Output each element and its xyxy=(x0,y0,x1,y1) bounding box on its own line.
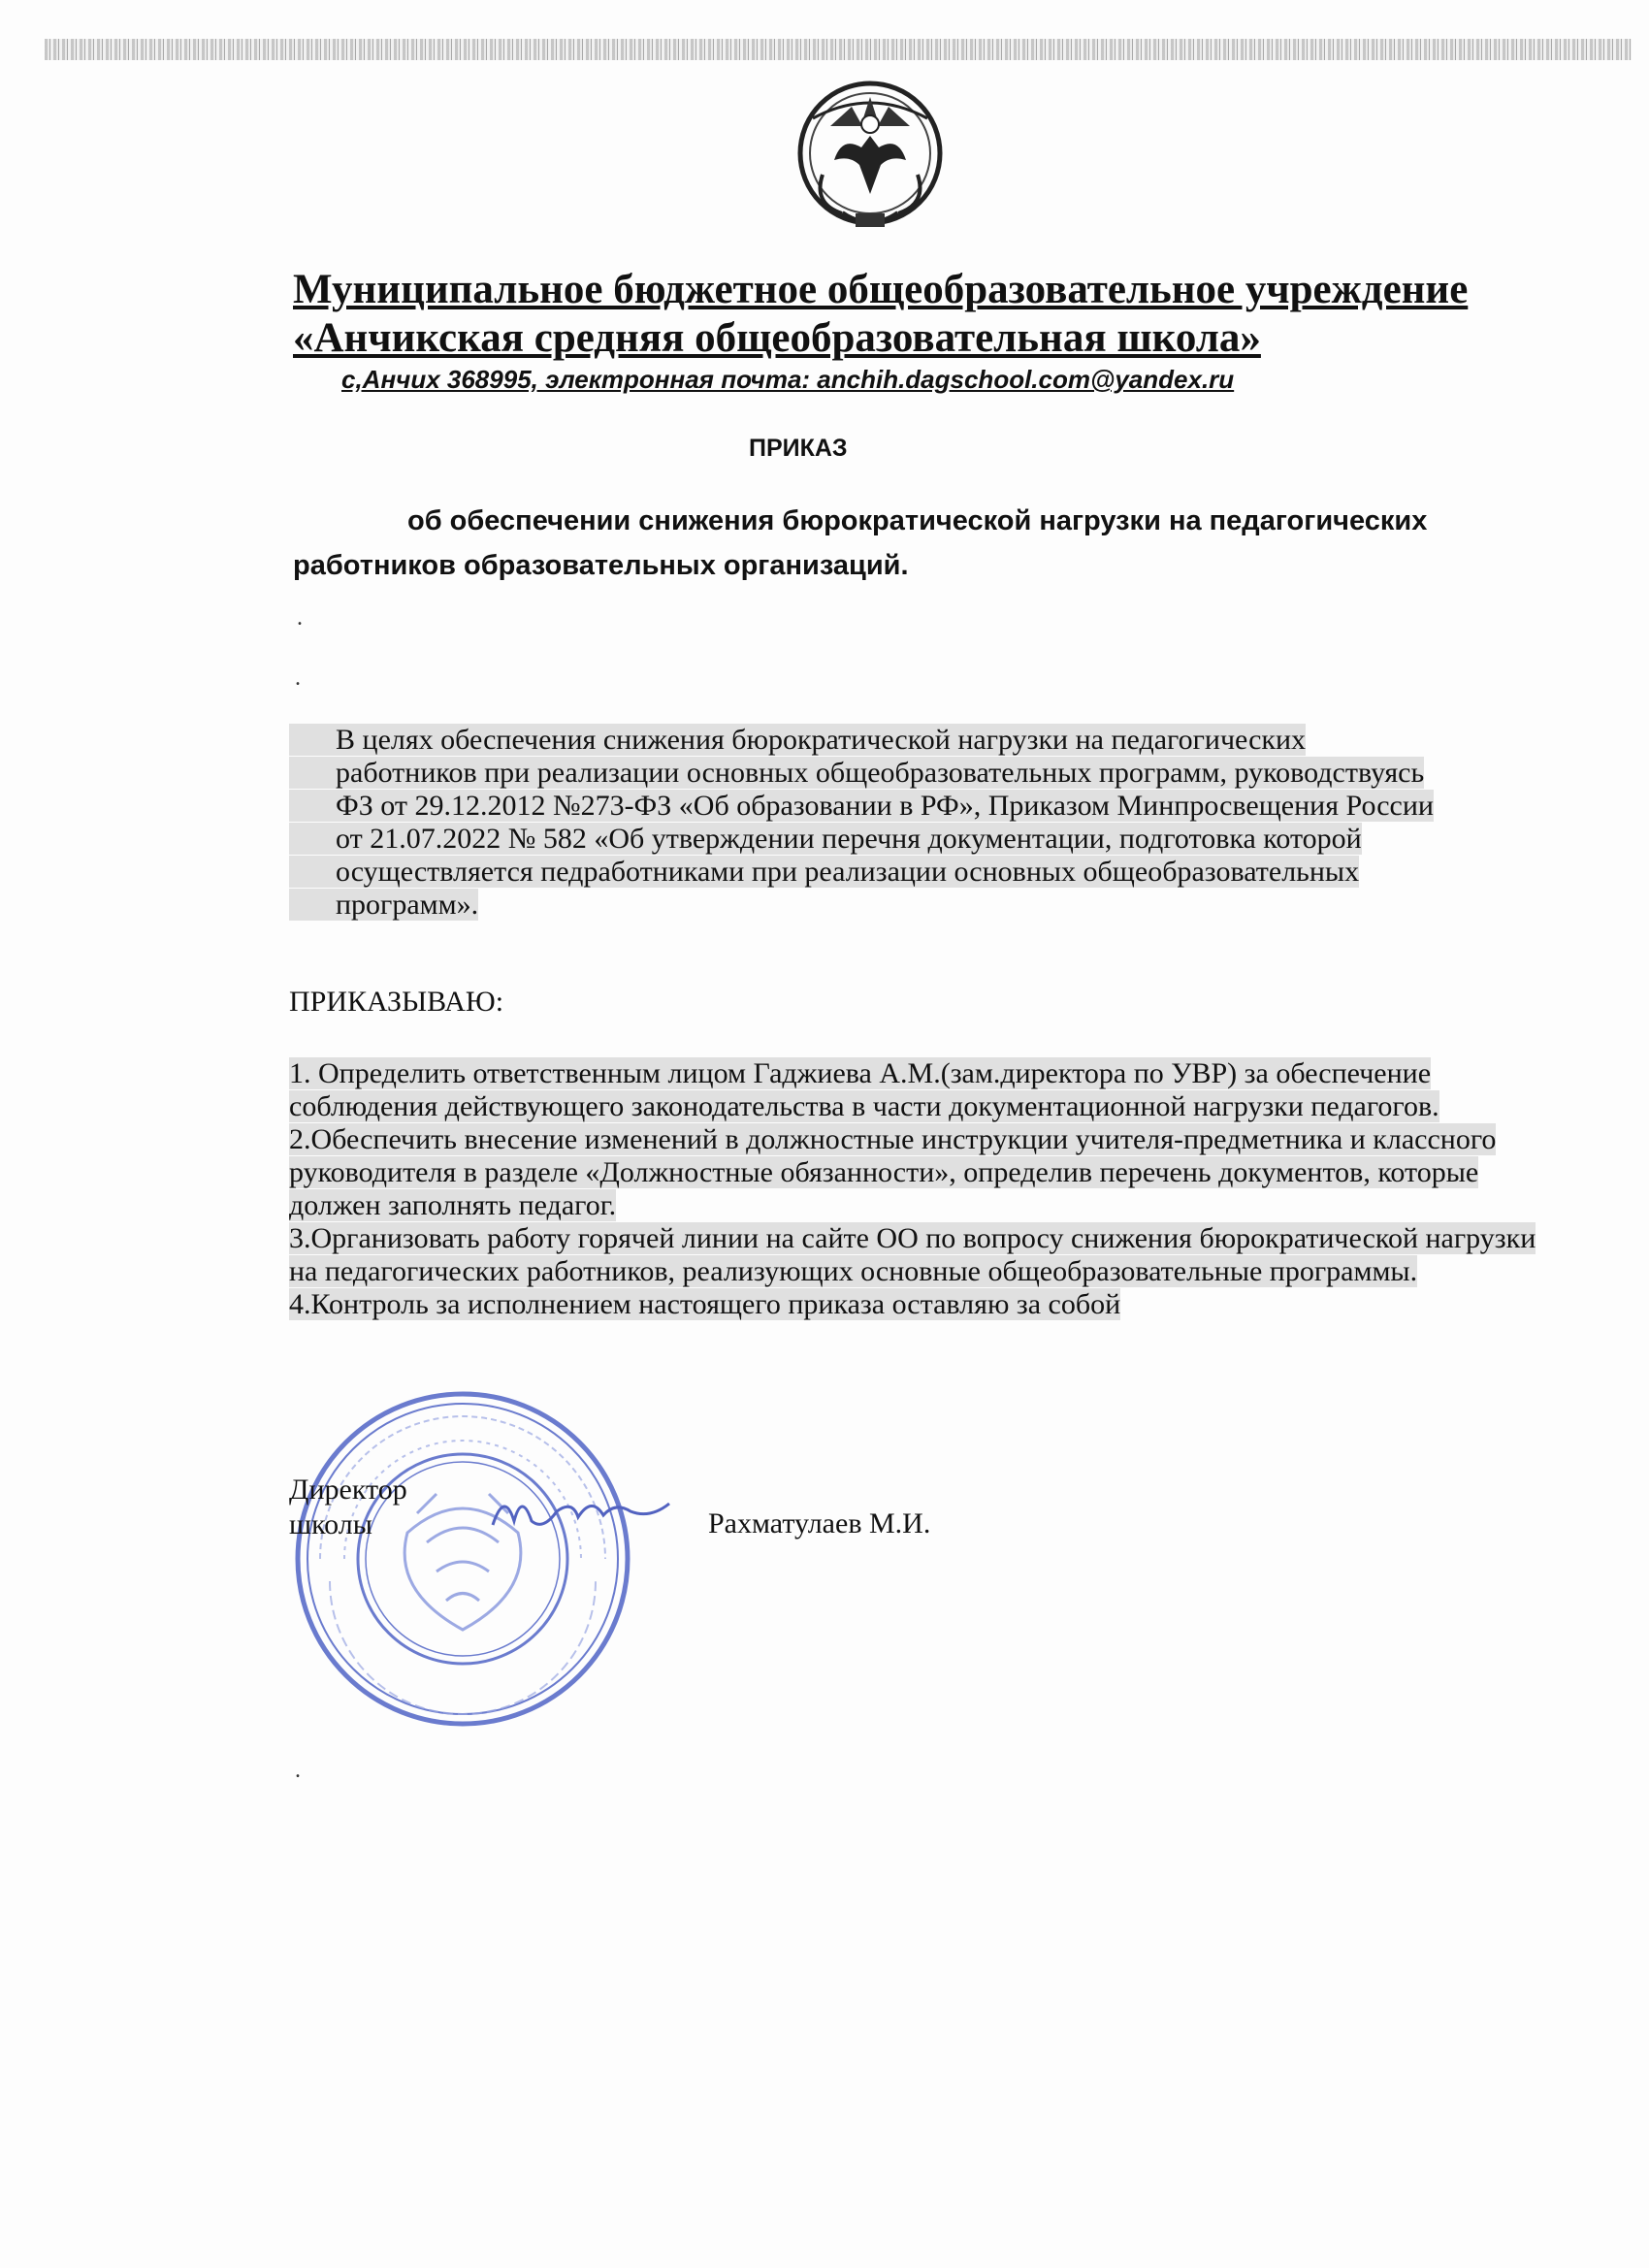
director-name: Рахматулаев М.И. xyxy=(708,1507,931,1539)
order-item-text: 4.Контроль за исполнением настоящего приказа оставляю за собой xyxy=(289,1288,1121,1320)
order-items xyxy=(289,1057,1569,1321)
signatory-title-line2: школы xyxy=(289,1508,372,1540)
preamble-line: работников при реализации основных общеобразовательных программ, руководствуясь xyxy=(289,757,1424,789)
order-word: ПРИКАЗЫВАЮ: xyxy=(289,986,504,1018)
order-item-3 xyxy=(289,1222,1569,1288)
preamble xyxy=(289,724,1569,922)
institution-name-line2: «Анчикская средняя общеобразовательная школа» xyxy=(293,315,1261,361)
order-item-2 xyxy=(289,1123,1569,1222)
contact-line: с,Анчих 368995, электронная почта: anchih.dagschool.com@yandex.ru xyxy=(341,365,1235,394)
order-item-4 xyxy=(289,1288,1569,1321)
handwritten-signature-icon xyxy=(485,1482,679,1540)
preamble-line: осуществляется педработниками при реализации основных общеобразовательных xyxy=(289,856,1359,888)
order-item-text: 3.Организовать работу горячей линии на сайте ОО по вопросу снижения бюрократической нагрузки на педагогических работников, реализующих основные общеобразовательные программы. xyxy=(289,1222,1536,1287)
school-seal-stamp-icon xyxy=(291,1387,635,1732)
stray-dot: . xyxy=(295,1758,301,1783)
order-label: ПРИКАЗ xyxy=(749,435,848,462)
order-subject: об обеспечении снижения бюрократической нагрузки на педагогических работников образовательных организаций. xyxy=(293,505,1428,581)
stray-dot: . xyxy=(295,665,301,691)
signatory-title-line1: Директор xyxy=(289,1474,407,1506)
dagestan-coat-of-arms-icon xyxy=(784,68,956,244)
institution-name-line1: Муниципальное бюджетное общеобразовательное учреждение xyxy=(293,267,1469,312)
institution-name xyxy=(293,266,1554,363)
order-item-1 xyxy=(289,1057,1569,1123)
preamble-line: от 21.07.2022 № 582 «Об утверждении перечня документации, подготовка которой xyxy=(289,823,1362,855)
signatory-title xyxy=(289,1473,407,1542)
scan-edge-strip xyxy=(45,39,1632,60)
stray-dot: . xyxy=(297,605,303,631)
order-item-text: 2.Обеспечить внесение изменений в должностные инструкции учителя-предметника и классного руководителя в разделе «Должностные обязанности», определив перечень документов, которые должен заполнять педагог. xyxy=(289,1123,1497,1221)
preamble-line: программ». xyxy=(289,889,478,921)
preamble-line: ФЗ от 29.12.2012 №273-ФЗ «Об образовании в РФ», Приказом Минпросвещения России xyxy=(289,790,1434,822)
order-item-text: 1. Определить ответственным лицом Гаджиева А.М.(зам.директора по УВР) за обеспечение соблюдения действующего законодательства в части документационной нагрузки педагогов. xyxy=(289,1057,1439,1122)
preamble-line: В целях обеспечения снижения бюрократической нагрузки на педагогических xyxy=(289,724,1306,756)
